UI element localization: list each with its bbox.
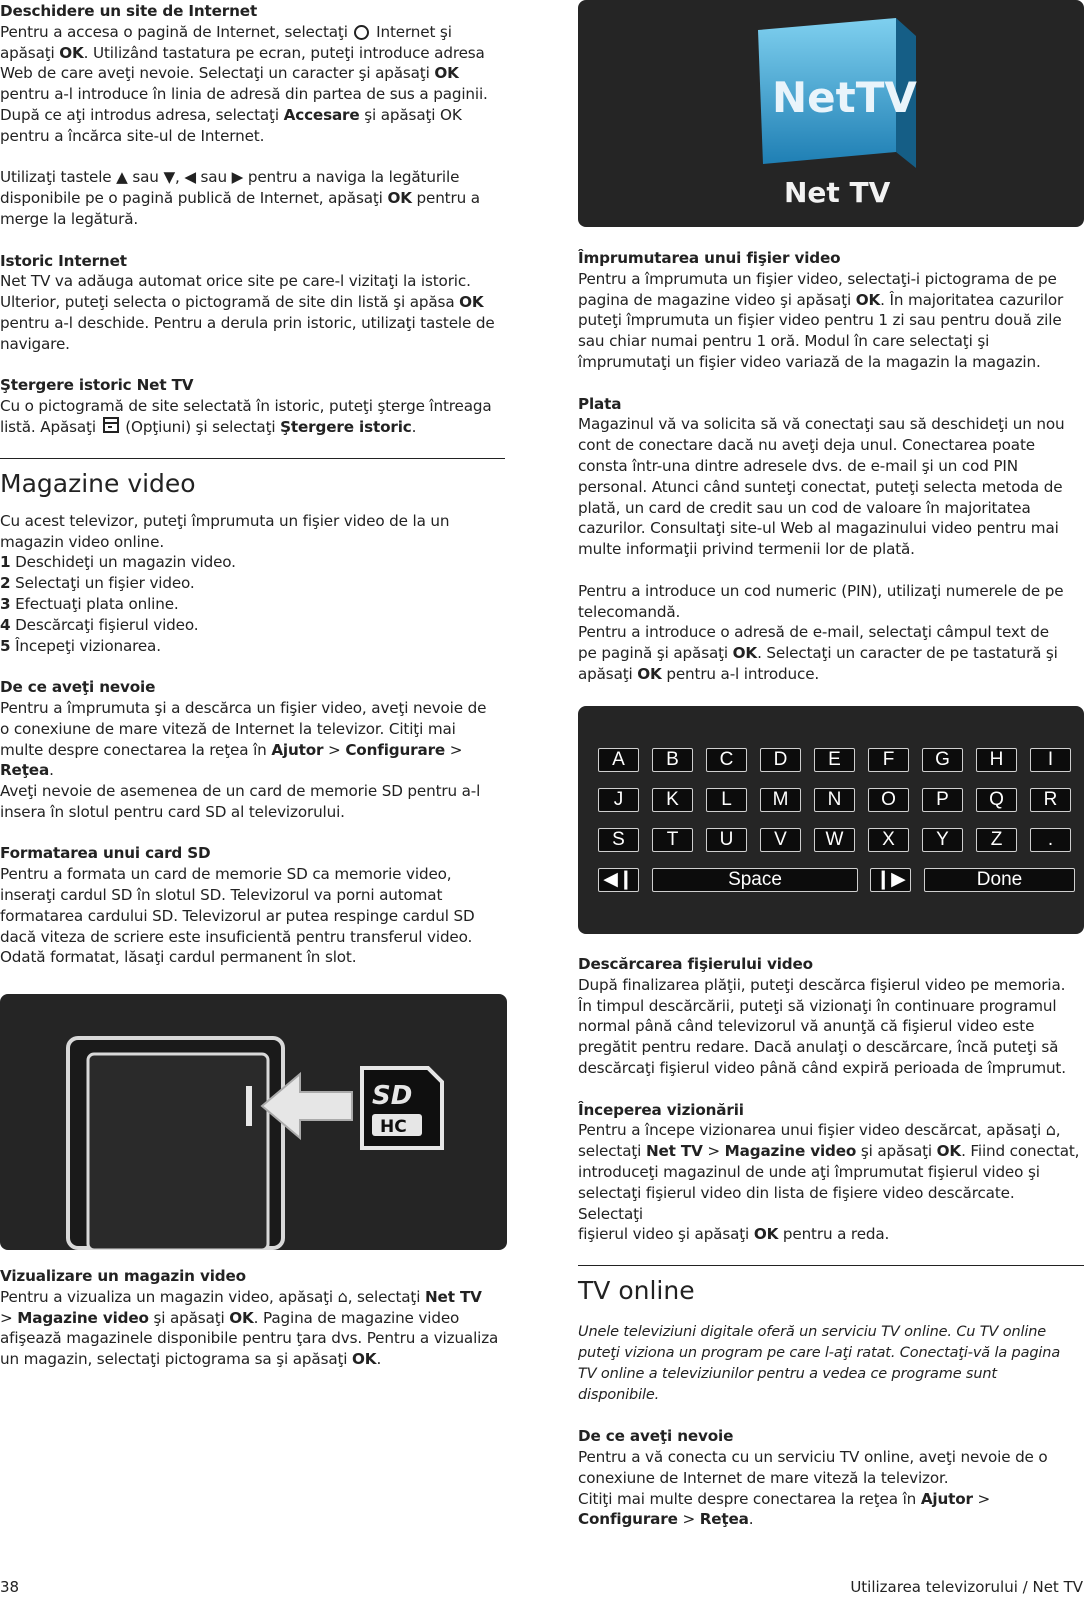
paragraph-line: Pentru a accesa o pagină de Internet, selectaţi Internet şi bbox=[0, 22, 452, 41]
paragraph-line: introduceţi magazinul de unde aţi împrumutat fişierul video şi bbox=[578, 1162, 1040, 1181]
paragraph-line: pentru a-l introduce în linia de adresă din partea de sus a paginii. bbox=[0, 85, 488, 104]
svg-text:SD: SD bbox=[372, 1081, 413, 1111]
paragraph-line: disponibile. bbox=[578, 1386, 660, 1403]
list-item: 1 Deschideţi un magazin video. bbox=[0, 553, 236, 572]
steps-list bbox=[0, 552, 505, 656]
key-a[interactable]: A bbox=[598, 748, 639, 772]
section-title: Vizualizare un magazin video bbox=[0, 1267, 246, 1285]
paragraph-line: apăsaţi OK. Utilizând tastatura pe ecran, puteţi introduce adresa bbox=[0, 43, 485, 62]
paragraph-line: Odată formatat, lăsaţi cardul permanent în slot. bbox=[0, 948, 357, 967]
sd-card-illustration bbox=[0, 994, 507, 1250]
home-icon: ⌂ bbox=[337, 1286, 348, 1306]
paragraph-line: multe informaţii privind termenii lor de plată. bbox=[578, 540, 915, 559]
key-t[interactable]: T bbox=[652, 828, 693, 852]
paragraph-line: Ulterior, puteţi selecta o pictogramă de site din listă şi apăsa OK bbox=[0, 293, 484, 312]
list-item: 3 Efectuaţi plata online. bbox=[0, 594, 179, 613]
paragraph-line: listă. Apăsaţi (Opţiuni) şi selectaţi Ştergere istoric. bbox=[0, 417, 417, 436]
paragraph-line: telecomandă. bbox=[578, 602, 681, 621]
paragraph-line: pe pagină şi apăsaţi OK. Selectaţi un caracter de pe tastatură şi bbox=[578, 644, 1058, 663]
paragraph-line: dacă viteza de scriere este insuficientă pentru transferul video. bbox=[0, 927, 473, 946]
paragraph-line: > Magazine video şi apăsaţi OK. Pagina de magazine video bbox=[0, 1308, 460, 1327]
paragraph-line: sau chiar numai pentru 1 oră. Modul în care selectaţi şi bbox=[578, 332, 990, 351]
paragraph bbox=[0, 271, 505, 354]
paragraph-line: o conexiune de mare viteză de Internet la televizor. Citiţi mai bbox=[0, 719, 456, 738]
key-e[interactable]: E bbox=[814, 748, 855, 772]
paragraph-line: Pentru a vizualiza un magazin video, apăsaţi ⌂, selectaţi Net TV bbox=[0, 1286, 482, 1306]
paragraph-line: Magazinul vă va solicita să vă conectaţi sau să deschideţi un nou bbox=[578, 415, 1065, 434]
list-item: 5 Începeţi vizionarea. bbox=[0, 636, 161, 655]
section-title: Formatarea unui card SD bbox=[0, 844, 211, 863]
section-title: Împrumutarea unui fişier video bbox=[578, 249, 841, 267]
key-z[interactable]: Z bbox=[976, 828, 1017, 852]
section-title: De ce aveţi nevoie bbox=[0, 678, 156, 697]
key-o[interactable]: O bbox=[868, 788, 909, 812]
globe-icon bbox=[354, 25, 369, 40]
key-forward[interactable]: ❙▶ bbox=[870, 868, 911, 892]
key-period[interactable]: . bbox=[1030, 828, 1071, 852]
paragraph-line: Utilizaţi tastele ▲ sau ▼, ◀ sau ▶ pentru a naviga la legăturile bbox=[0, 168, 460, 187]
paragraph-line: un magazin, selectaţi pictograma sa şi apăsaţi OK. bbox=[0, 1350, 382, 1369]
paragraph-line: normal până când televizorul vă anunţă că fişierul video este bbox=[578, 1017, 1035, 1036]
paragraph-line: cont de conectare dacă nu aveţi deja unul. Conectarea poate bbox=[578, 436, 1035, 455]
paragraph-line: consta într-una dintre adresele dvs. de e-mail şi un cod PIN bbox=[578, 456, 1018, 475]
key-q[interactable]: Q bbox=[976, 788, 1017, 812]
paragraph-line: TV online a televiziunilor pentru a vedea ce programe sunt bbox=[578, 1365, 997, 1382]
section-title: De ce aveţi nevoie bbox=[578, 1427, 734, 1446]
home-icon: ⌂ bbox=[1045, 1120, 1056, 1140]
key-l[interactable]: L bbox=[706, 788, 747, 812]
svg-text:HC: HC bbox=[380, 1117, 407, 1137]
paragraph-line: Pentru a introduce o adresă de e-mail, selectaţi câmpul text de bbox=[578, 623, 1049, 642]
paragraph-line: Citiţi mai multe despre conectarea la reţea în Ajutor > bbox=[578, 1489, 991, 1508]
paragraph-line: descărcaţi fişierul video până când expiră perioada de împrumut. bbox=[578, 1058, 1066, 1077]
key-p[interactable]: P bbox=[922, 788, 963, 812]
paragraph-line: insera în slotul pentru card SD al televizorului. bbox=[0, 802, 345, 821]
paragraph-line: disponibile pe o pagină publică de Internet, apăsaţi OK pentru a bbox=[0, 189, 480, 208]
key-backspace[interactable]: ◀❙ bbox=[598, 868, 639, 892]
paragraph-line: conexiune de Internet de mare viteză la televizor. bbox=[578, 1468, 949, 1487]
key-y[interactable]: Y bbox=[922, 828, 963, 852]
paragraph-line: navigare. bbox=[0, 334, 70, 353]
paragraph-line: plată, un card de credit sau un cod de valoare în majoritatea bbox=[578, 498, 1031, 517]
paragraph-line: Reţea. bbox=[0, 761, 54, 780]
section-title: Deschidere un site de Internet bbox=[0, 2, 258, 20]
list-item: 4 Descărcaţi fişierul video. bbox=[0, 615, 199, 634]
paragraph-line: În timpul descărcării, puteţi să vizionaţi în continuare programul bbox=[578, 996, 1057, 1015]
left-column bbox=[0, 0, 505, 1369]
paragraph-line: Net TV va adăuga automat orice site pe care-l vizitaţi la istoric. bbox=[0, 272, 471, 291]
key-h[interactable]: H bbox=[976, 748, 1017, 772]
paragraph-line: După ce aţi introdus adresa, selectaţi Accesare şi apăsaţi OK bbox=[0, 105, 462, 124]
key-j[interactable]: J bbox=[598, 788, 639, 812]
paragraph-line: puteţi viziona un program pe care l-aţi ratat. Conectaţi-vă la pagina bbox=[578, 1344, 1061, 1361]
key-c[interactable]: C bbox=[706, 748, 747, 772]
chapter-heading: TV online bbox=[578, 1265, 1084, 1306]
key-k[interactable]: K bbox=[652, 788, 693, 812]
key-r[interactable]: R bbox=[1030, 788, 1071, 812]
paragraph-line: Configurare > Reţea. bbox=[578, 1510, 754, 1529]
paragraph-line: Pentru a împrumuta şi a descărca un fişier video, aveţi nevoie de bbox=[0, 698, 487, 717]
on-screen-keyboard bbox=[578, 706, 1084, 934]
options-icon bbox=[103, 417, 119, 433]
paragraph-line: puteţi împrumuta un fişier video pentru 1 zi sau pentru două zile bbox=[578, 311, 1062, 330]
paragraph-line: pentru a-l deschide. Pentru a derula prin istoric, utilizaţi tastele de bbox=[0, 313, 495, 332]
paragraph-line: magazin video online. bbox=[0, 532, 165, 551]
paragraph-line: Pentru a introduce un cod numeric (PIN), utilizaţi numerele de pe bbox=[578, 581, 1064, 600]
net-tv-logo-icon bbox=[578, 0, 1084, 227]
paragraph-line: cazurilor. Consultaţi site-ul Web al magazinului video pentru mai bbox=[578, 519, 1059, 538]
key-space[interactable]: Space bbox=[652, 868, 858, 892]
paragraph-line: Pentru a împrumuta un fişier video, selectaţi-i pictograma de pe bbox=[578, 269, 1057, 288]
key-i[interactable]: I bbox=[1030, 748, 1071, 772]
paragraph bbox=[0, 167, 505, 229]
paragraph-line: Cu acest televizor, puteţi împrumuta un fişier video de la un bbox=[0, 511, 450, 530]
page-number: 38 bbox=[0, 1578, 20, 1596]
chapter-heading: Magazine video bbox=[0, 458, 505, 499]
key-x[interactable]: X bbox=[868, 828, 909, 852]
section-title: Plata bbox=[578, 394, 622, 413]
paragraph-line: Unele televiziuni digitale oferă un serviciu TV online. Cu TV online bbox=[578, 1324, 1047, 1341]
key-b[interactable]: B bbox=[652, 748, 693, 772]
paragraph-line: personal. Atunci când sunteţi conectat, puteţi selecta metoda de bbox=[578, 477, 1063, 496]
net-tv-illustration bbox=[578, 0, 1084, 227]
tv-sd-slot-icon bbox=[0, 994, 507, 1250]
section-title: Descărcarea fişierului video bbox=[578, 955, 813, 973]
paragraph bbox=[0, 22, 505, 147]
key-s[interactable]: S bbox=[598, 828, 639, 852]
list-item: 2 Selectaţi un fişier video. bbox=[0, 574, 195, 593]
paragraph-line: Pentru a începe vizionarea unui fişier video descărcat, apăsaţi ⌂, bbox=[578, 1120, 1061, 1140]
paragraph-line: multe despre conectarea la reţea în Ajutor > Configurare > bbox=[0, 740, 463, 759]
key-d[interactable]: D bbox=[760, 748, 801, 772]
paragraph-line: fişierul video şi apăsaţi OK pentru a reda. bbox=[578, 1225, 890, 1244]
paragraph-line: selectaţi fişierul video din lista de fişiere video descărcate. Selectaţi bbox=[578, 1183, 1015, 1223]
paragraph-line: După finalizarea plăţii, puteţi descărca fişierul video pe memoria. bbox=[578, 975, 1066, 994]
paragraph-line: formatarea cardului SD. Televizorul ar putea respinge cardul SD bbox=[0, 906, 475, 925]
net-tv-logo-text: NetTV bbox=[772, 73, 917, 122]
paragraph-line: Cu o pictogramă de site selectată în istoric, puteţi şterge întreaga bbox=[0, 397, 492, 416]
section-title: Ştergere istoric Net TV bbox=[0, 376, 194, 395]
section-title: Istoric Internet bbox=[0, 251, 127, 270]
paragraph-line: afişează magazinele disponibile pentru ţara dvs. Pentru a vizualiza bbox=[0, 1329, 499, 1348]
paragraph-line: merge la legătură. bbox=[0, 209, 139, 228]
paragraph-line: apăsaţi OK pentru a-l introduce. bbox=[578, 664, 820, 683]
section-title: Începerea vizionării bbox=[578, 1100, 744, 1119]
key-g[interactable]: G bbox=[922, 748, 963, 772]
key-w[interactable]: W bbox=[814, 828, 855, 852]
key-done[interactable]: Done bbox=[924, 868, 1075, 892]
paragraph-line: pregătit pentru redare. Dacă anulaţi o descărcare, încă puteţi să bbox=[578, 1038, 1059, 1057]
paragraph-line: Pentru a formata un card de memorie SD ca memorie video, bbox=[0, 865, 452, 884]
chapter-footer: Utilizarea televizorului / Net TV bbox=[850, 1578, 1083, 1596]
key-u[interactable]: U bbox=[706, 828, 747, 852]
paragraph-line: pentru a încărca site-ul de Internet. bbox=[0, 126, 265, 145]
key-n[interactable]: N bbox=[814, 788, 855, 812]
paragraph-line: împrumutaţi un fişier video variază de la magazin la magazin. bbox=[578, 352, 1041, 371]
paragraph-line: Web de care aveţi nevoie. Selectaţi un caracter şi apăsaţi OK bbox=[0, 64, 459, 83]
paragraph-line: inseraţi cardul SD în slotul SD. Televizorul va porni automat bbox=[0, 886, 443, 905]
key-v[interactable]: V bbox=[760, 828, 801, 852]
net-tv-caption: Net TV bbox=[784, 176, 891, 209]
paragraph-line: pagina de magazine video şi apăsaţi OK. În majoritatea cazurilor bbox=[578, 290, 1064, 309]
paragraph-line: Pentru a vă conecta cu un serviciu TV online, aveţi nevoie de o bbox=[578, 1447, 1048, 1466]
key-m[interactable]: M bbox=[760, 788, 801, 812]
paragraph-line: selectaţi Net TV > Magazine video şi apăsaţi OK. Fiind conectat, bbox=[578, 1142, 1080, 1161]
key-f[interactable]: F bbox=[868, 748, 909, 772]
paragraph-line: Aveţi nevoie de asemenea de un card de memorie SD pentru a-l bbox=[0, 782, 481, 801]
